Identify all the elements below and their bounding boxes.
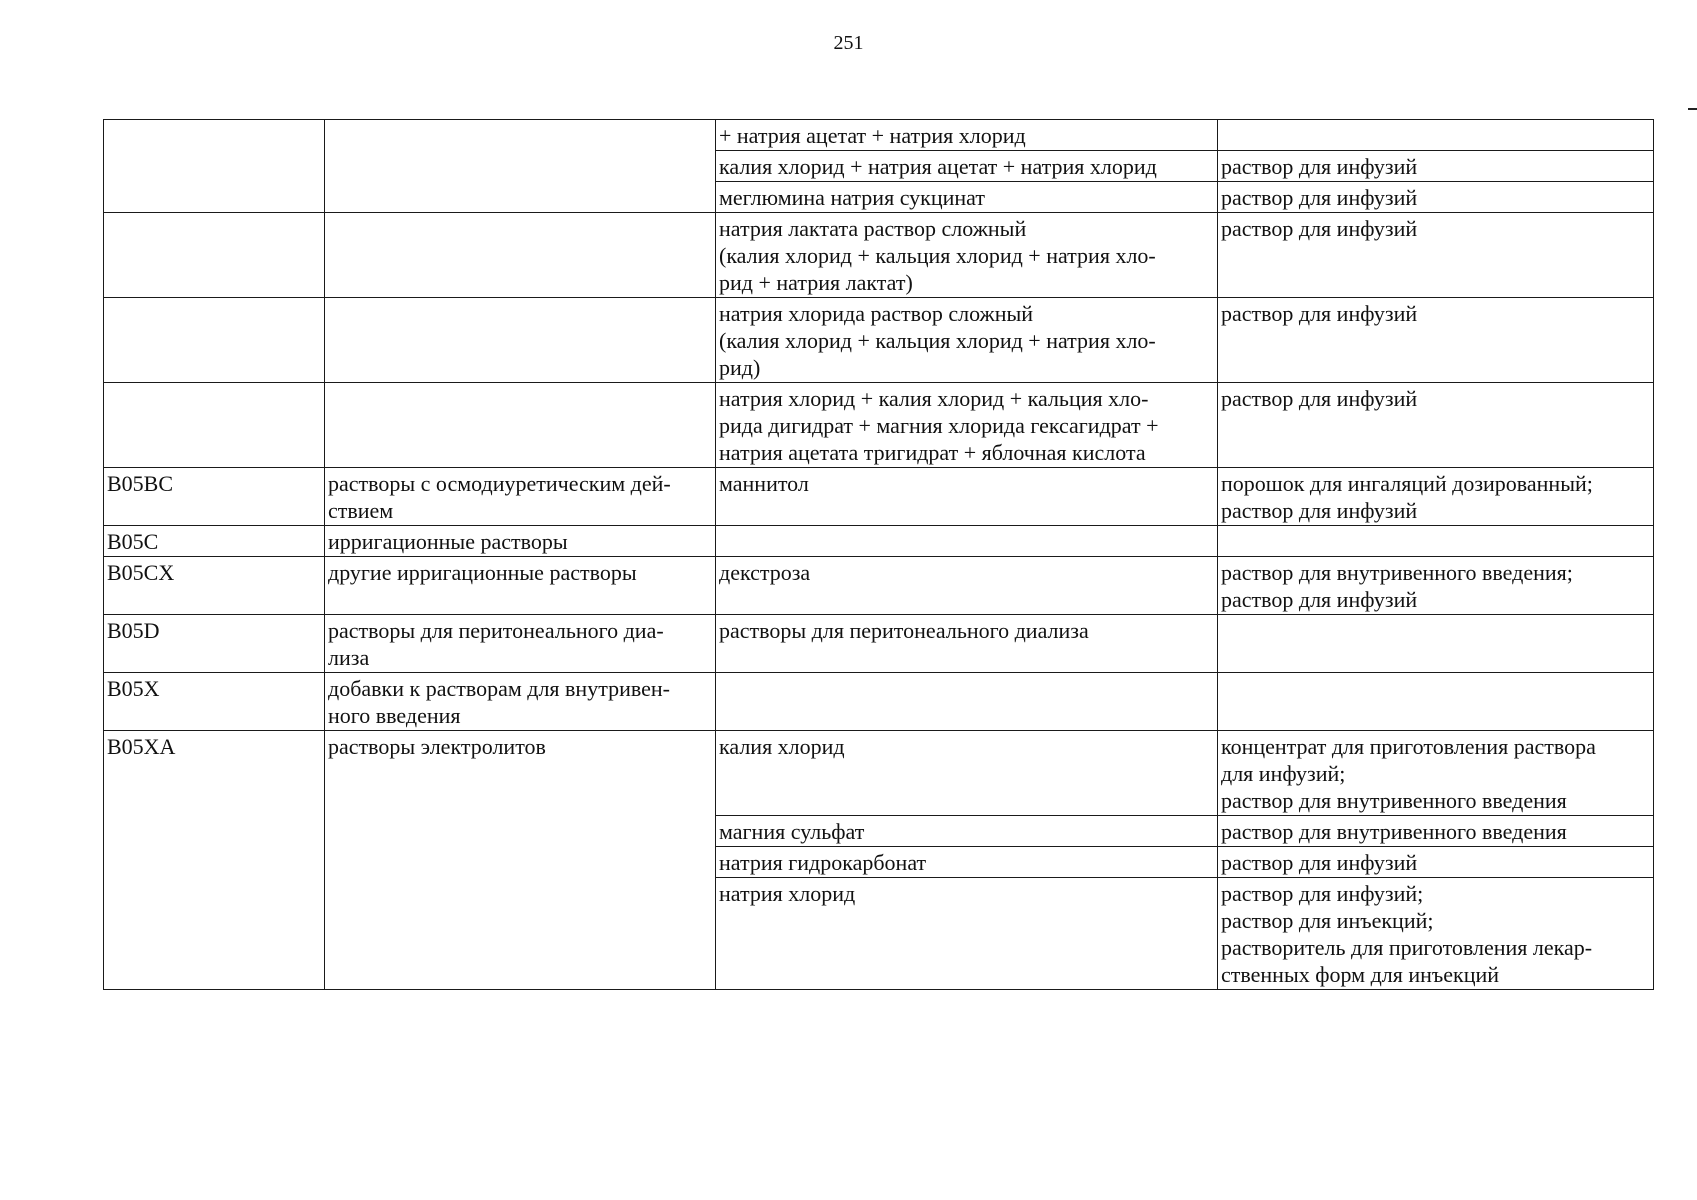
group-cell <box>325 120 716 213</box>
atc-code-cell: B05BC <box>104 468 325 526</box>
group-cell <box>325 298 716 383</box>
table-row <box>104 383 1654 468</box>
form-cell: раствор для инфузий <box>1218 298 1654 383</box>
atc-code-cell <box>104 213 325 298</box>
atc-code-cell: B05CX <box>104 557 325 615</box>
drug-cell: натрия лактата раствор сложный (калия хлорид + кальция хлорид + натрия хло- рид + натрия лактат) <box>716 213 1218 298</box>
group-cell <box>325 383 716 468</box>
atc-code-cell: B05X <box>104 673 325 731</box>
form-cell: раствор для инфузий; раствор для инъекций; растворитель для приготовления лекар- ственных форм для инъекций <box>1218 878 1654 990</box>
table-row <box>104 557 1654 615</box>
form-cell: раствор для инфузий <box>1218 383 1654 468</box>
table-row <box>104 298 1654 383</box>
group-cell: растворы для перитонеального диа- лиза <box>325 615 716 673</box>
group-cell: другие ирригационные растворы <box>325 557 716 615</box>
form-cell: раствор для инфузий <box>1218 847 1654 878</box>
drug-cell: натрия хлорид + калия хлорид + кальция хло- рида дигидрат + магния хлорида гексагидрат + натрия ацетата тригидрат + яблочная кислота <box>716 383 1218 468</box>
form-cell <box>1218 615 1654 673</box>
drug-cell: натрия хлорид <box>716 878 1218 990</box>
drug-cell: меглюмина натрия сукцинат <box>716 182 1218 213</box>
edge-mark <box>1688 108 1697 110</box>
drug-cell: растворы для перитонеального диализа <box>716 615 1218 673</box>
group-cell: добавки к растворам для внутривен- ного введения <box>325 673 716 731</box>
medication-table <box>103 119 1654 990</box>
drug-cell <box>716 673 1218 731</box>
form-cell: раствор для инфузий <box>1218 182 1654 213</box>
form-cell: концентрат для приготовления раствора для инфузий; раствор для внутривенного введения <box>1218 731 1654 816</box>
form-cell <box>1218 526 1654 557</box>
group-cell <box>325 213 716 298</box>
atc-code-cell <box>104 298 325 383</box>
drug-cell: натрия гидрокарбонат <box>716 847 1218 878</box>
drug-cell: калия хлорид + натрия ацетат + натрия хлорид <box>716 151 1218 182</box>
atc-code-cell <box>104 120 325 213</box>
form-cell: раствор для внутривенного введения; раствор для инфузий <box>1218 557 1654 615</box>
atc-code-cell: B05XA <box>104 731 325 990</box>
atc-code-cell: B05C <box>104 526 325 557</box>
form-cell <box>1218 673 1654 731</box>
drug-cell: магния сульфат <box>716 816 1218 847</box>
atc-code-cell <box>104 383 325 468</box>
form-cell: порошок для ингаляций дозированный; раствор для инфузий <box>1218 468 1654 526</box>
group-cell: ирригационные растворы <box>325 526 716 557</box>
form-cell: раствор для инфузий <box>1218 151 1654 182</box>
table-row <box>104 526 1654 557</box>
table-row <box>104 615 1654 673</box>
table-row <box>104 120 1654 151</box>
group-cell: растворы электролитов <box>325 731 716 990</box>
drug-cell: декстроза <box>716 557 1218 615</box>
drug-cell: + натрия ацетат + натрия хлорид <box>716 120 1218 151</box>
drug-cell: натрия хлорида раствор сложный (калия хлорид + кальция хлорид + натрия хло- рид) <box>716 298 1218 383</box>
drug-cell: маннитол <box>716 468 1218 526</box>
table-row <box>104 213 1654 298</box>
form-cell <box>1218 120 1654 151</box>
group-cell: растворы с осмодиуретическим дей- ствием <box>325 468 716 526</box>
table-row <box>104 673 1654 731</box>
drug-cell <box>716 526 1218 557</box>
form-cell: раствор для инфузий <box>1218 213 1654 298</box>
table-row <box>104 468 1654 526</box>
page-number: 251 <box>833 32 864 54</box>
table-row <box>104 731 1654 816</box>
atc-code-cell: B05D <box>104 615 325 673</box>
form-cell: раствор для внутривенного введения <box>1218 816 1654 847</box>
drug-cell: калия хлорид <box>716 731 1218 816</box>
